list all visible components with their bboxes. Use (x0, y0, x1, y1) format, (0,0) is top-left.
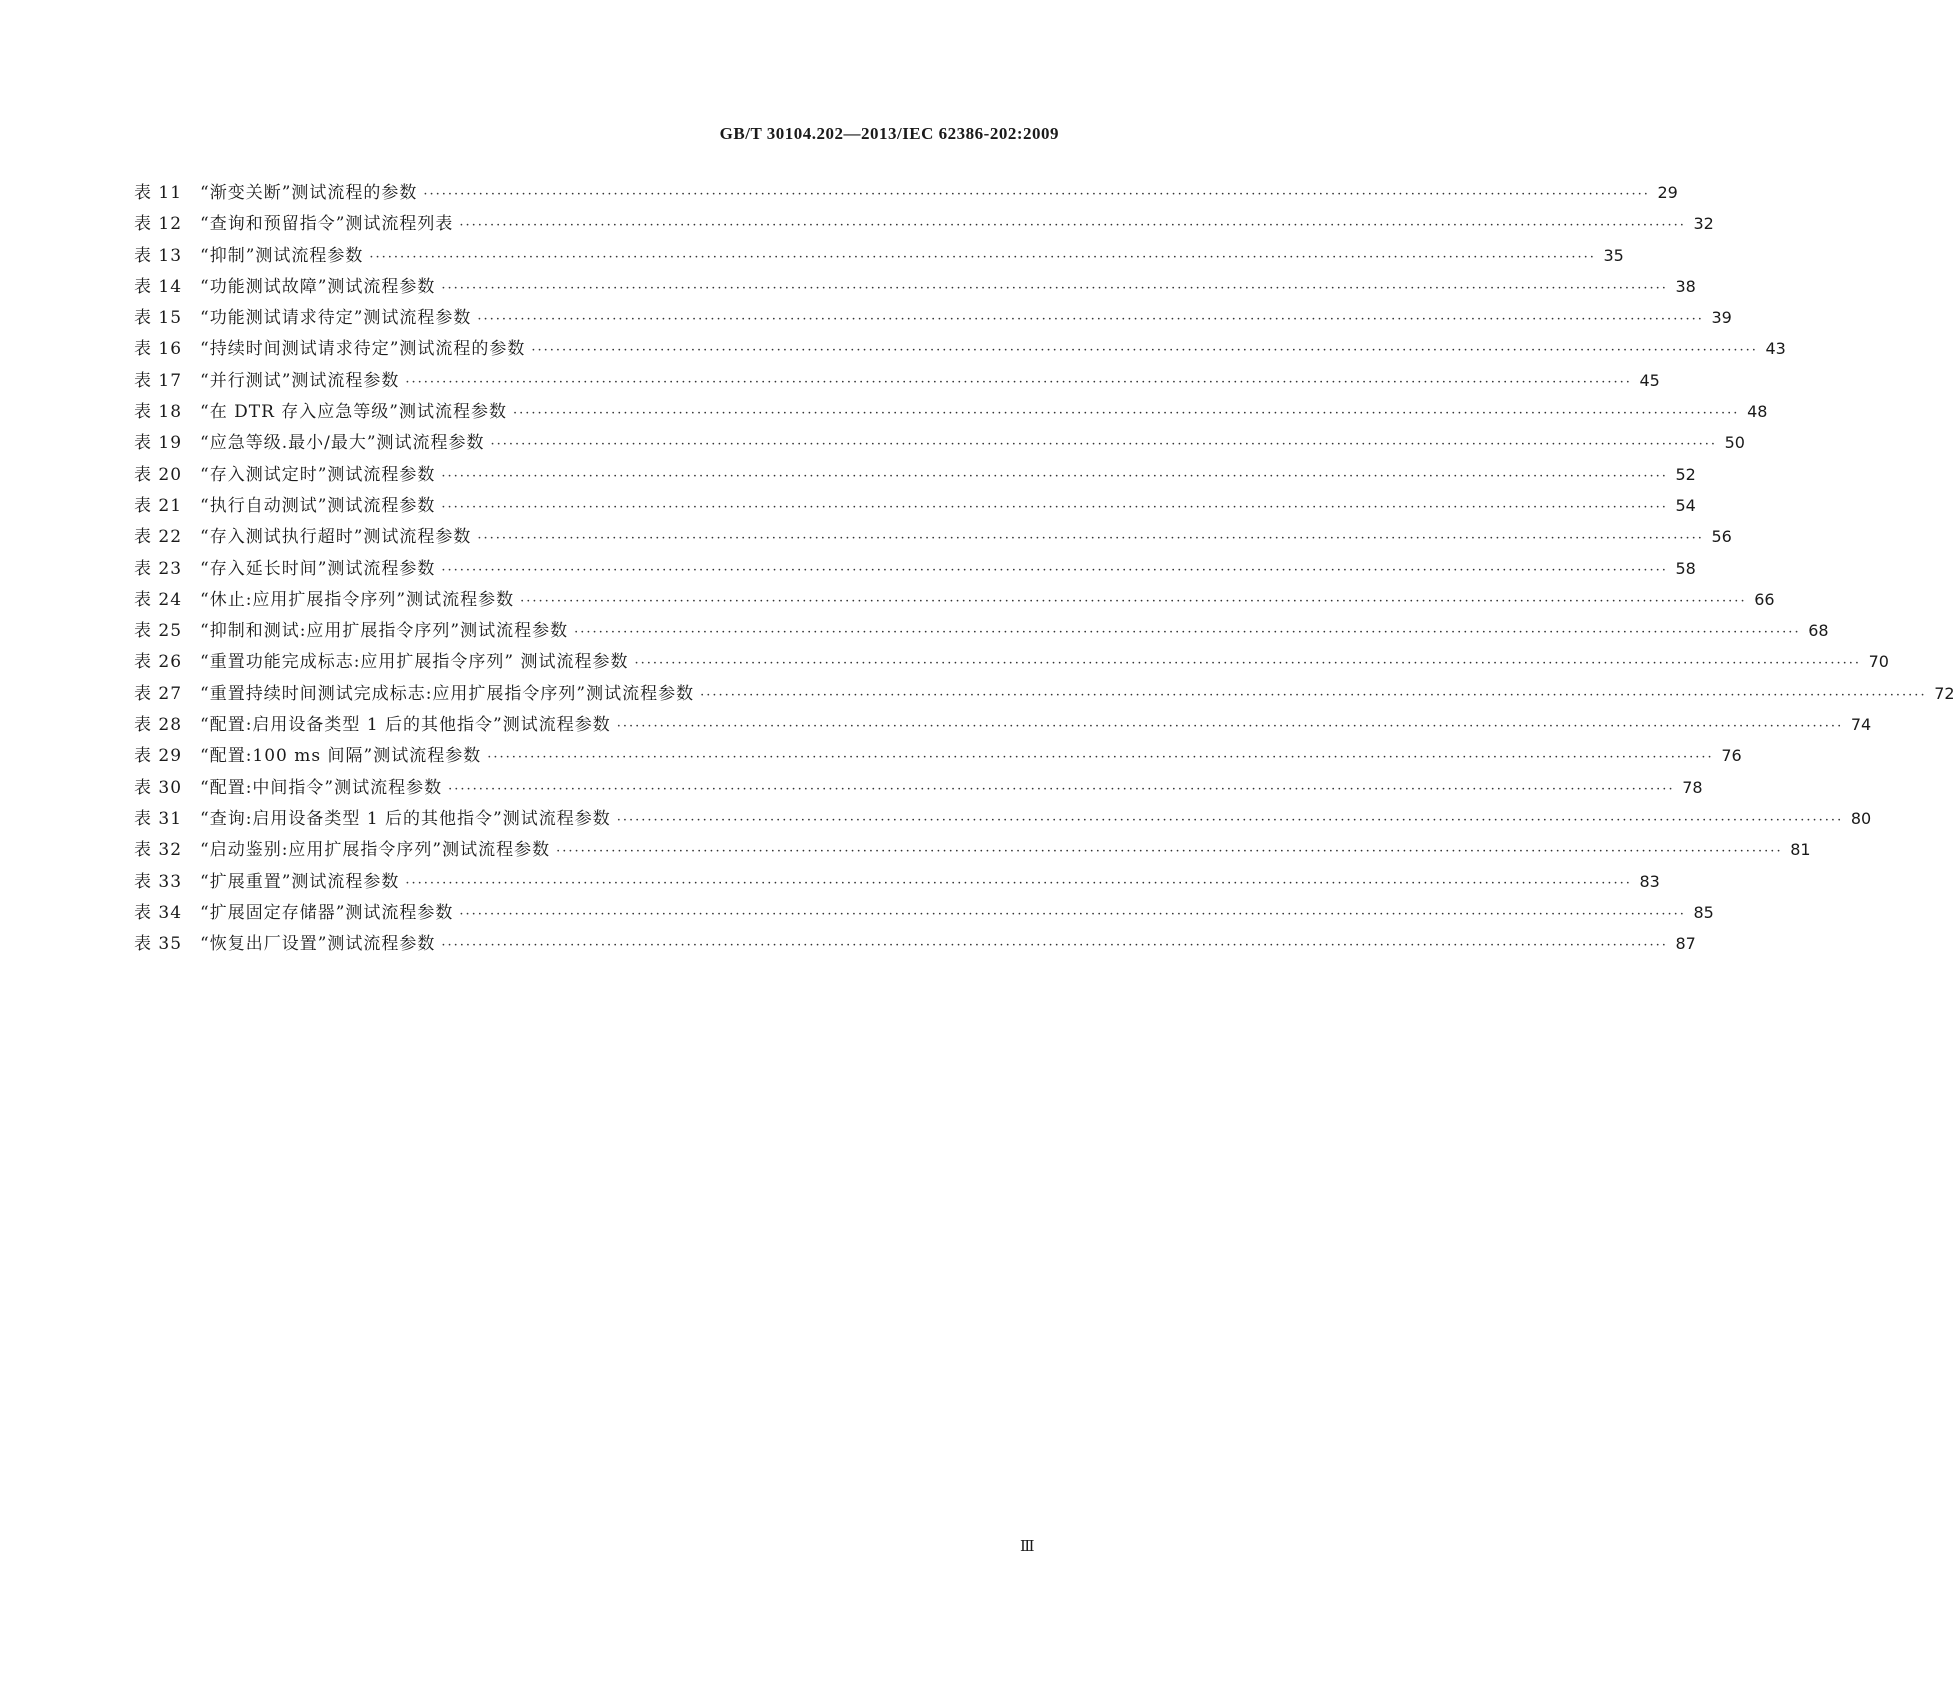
toc-leader-dots: ········································································································································································································ (405, 875, 1632, 891)
toc-entry-label: 表 19 (134, 433, 183, 454)
toc-entry-title: “扩展重置”测试流程参数 (200, 871, 400, 892)
toc-entry-label: 表 28 (134, 715, 183, 736)
toc-entry-label: 表 15 (134, 308, 183, 329)
toc-entry-title: “重置功能完成标志:应用扩展指令序列” 测试流程参数 (200, 652, 629, 673)
toc-leader-dots: ········································································································································································································ (441, 468, 1668, 484)
toc-entry-label: 表 12 (134, 214, 183, 235)
toc-leader-dots: ········································································································································································································ (574, 625, 1801, 641)
toc-entry-page: 58 (1675, 558, 1696, 578)
toc-entry-page: 45 (1639, 370, 1660, 390)
toc-leader-dots: ········································································································································································································ (487, 750, 1714, 766)
toc-leader-dots: ········································································································································································································ (441, 938, 1668, 954)
toc-entry[interactable] (134, 428, 1745, 459)
toc-entry-title: “功能测试故障”测试流程参数 (200, 276, 436, 297)
toc-entry-title: “抑制和测试:应用扩展指令序列”测试流程参数 (200, 621, 569, 642)
toc-entry-label: 表 18 (134, 402, 183, 423)
toc-entry-label: 表 34 (134, 902, 183, 923)
toc-entry-label: 表 20 (134, 464, 183, 485)
toc-entry-label: 表 26 (134, 652, 183, 673)
toc-entry-title: “恢复出厂设置”测试流程参数 (200, 934, 436, 955)
toc-entry-title: “持续时间测试请求待定”测试流程的参数 (200, 339, 526, 360)
toc-leader-dots: ········································································································································································································ (634, 656, 1861, 672)
toc-entry[interactable] (134, 491, 1696, 522)
toc-entry[interactable] (134, 647, 1889, 678)
toc-leader-dots: ········································································································································································································ (459, 218, 1686, 234)
toc-entry-page: 68 (1808, 621, 1829, 641)
toc-entry-label: 表 22 (134, 527, 183, 548)
toc-entry-title: “存入延长时间”测试流程参数 (200, 558, 436, 579)
toc-entry-page: 39 (1711, 308, 1732, 328)
toc-entry-title: “存入测试执行超时”测试流程参数 (200, 527, 472, 548)
toc-entry[interactable] (134, 303, 1732, 334)
toc-leader-dots: ········································································································································································································ (369, 249, 1596, 265)
toc-leader-dots: ········································································································································································································ (477, 531, 1704, 547)
toc-entry-label: 表 23 (134, 558, 183, 579)
toc-entry-title: “执行自动测试”测试流程参数 (200, 495, 436, 516)
toc-entry[interactable] (134, 272, 1696, 303)
toc-entry-page: 50 (1724, 433, 1745, 453)
toc-leader-dots: ········································································································································································································ (441, 280, 1668, 296)
table-list-toc (134, 178, 1955, 960)
toc-entry-title: “在 DTR 存入应急等级”测试流程参数 (200, 402, 507, 423)
toc-entry[interactable] (134, 366, 1660, 397)
toc-entry-title: “渐变关断”测试流程的参数 (200, 183, 418, 203)
toc-leader-dots: ········································································································································································································ (441, 499, 1668, 515)
toc-entry-title: “查询和预留指令”测试流程列表 (200, 214, 454, 235)
toc-entry-title: “存入测试定时”测试流程参数 (200, 464, 436, 485)
toc-entry-page: 85 (1693, 902, 1714, 922)
toc-entry-label: 表 35 (134, 934, 183, 955)
toc-entry-title: “应急等级.最小/最大”测试流程参数 (200, 433, 485, 454)
toc-leader-dots: ········································································································································································································ (459, 906, 1686, 922)
toc-leader-dots: ········································································································································································································ (448, 781, 1675, 797)
toc-entry-page: 32 (1693, 214, 1714, 234)
toc-entry[interactable] (134, 804, 1872, 835)
standard-code-header: GB/T 30104.202—2013/IEC 62386-202:2009 (719, 124, 1059, 143)
toc-entry[interactable] (134, 554, 1696, 585)
toc-entry[interactable] (134, 773, 1703, 804)
toc-entry-page: 78 (1682, 777, 1703, 797)
toc-entry-page: 38 (1675, 276, 1696, 296)
toc-entry-page: 66 (1754, 589, 1775, 609)
toc-entry[interactable] (134, 241, 1624, 272)
toc-entry-label: 表 21 (134, 495, 183, 516)
toc-entry-page: 70 (1868, 652, 1889, 672)
toc-entry[interactable] (134, 679, 1955, 710)
toc-leader-dots: ········································································································································································································ (520, 593, 1747, 609)
toc-entry-title: “扩展固定存储器”测试流程参数 (200, 902, 454, 923)
toc-entry-title: “功能测试请求待定”测试流程参数 (200, 308, 472, 329)
toc-entry-label: 表 11 (134, 183, 183, 203)
toc-entry-label: 表 14 (134, 276, 183, 297)
toc-leader-dots: ········································································································································································································ (423, 187, 1650, 202)
toc-leader-dots: ········································································································································································································ (531, 343, 1758, 359)
toc-entry-label: 表 17 (134, 370, 183, 391)
toc-entry[interactable] (134, 835, 1811, 866)
toc-entry-title: “配置:中间指令”测试流程参数 (200, 777, 443, 798)
toc-leader-dots: ········································································································································································································ (405, 374, 1632, 390)
toc-entry-label: 表 31 (134, 808, 183, 829)
toc-entry-title: “启动鉴别:应用扩展指令序列”测试流程参数 (200, 840, 551, 861)
toc-entry-label: 表 29 (134, 746, 183, 767)
toc-leader-dots: ········································································································································································································ (616, 719, 1844, 735)
toc-entry[interactable] (134, 616, 1829, 647)
toc-entry-label: 表 32 (134, 840, 183, 861)
toc-entry[interactable] (134, 209, 1714, 240)
toc-entry-label: 表 30 (134, 777, 183, 798)
toc-entry-label: 表 25 (134, 621, 183, 642)
toc-entry[interactable] (134, 585, 1775, 616)
toc-entry-title: “重置持续时间测试完成标志:应用扩展指令序列”测试流程参数 (200, 683, 695, 704)
toc-entry[interactable] (134, 710, 1872, 741)
toc-entry-title: “休止:应用扩展指令序列”测试流程参数 (200, 589, 515, 610)
toc-entry-title: “查询:启用设备类型 1 后的其他指令”测试流程参数 (200, 808, 611, 829)
toc-entry-title: “抑制”测试流程参数 (200, 245, 364, 266)
toc-entry-label: 表 24 (134, 589, 183, 610)
toc-entry-label: 表 33 (134, 871, 183, 892)
toc-entry-page: 80 (1850, 808, 1872, 828)
toc-entry-label: 表 13 (134, 245, 183, 266)
toc-entry-page: 48 (1747, 402, 1768, 422)
toc-entry-title: “并行测试”测试流程参数 (200, 370, 400, 391)
toc-leader-dots: ········································································································································································································ (512, 406, 1740, 422)
toc-entry[interactable] (134, 867, 1660, 898)
toc-entry[interactable] (134, 898, 1714, 929)
toc-entry[interactable] (134, 334, 1786, 365)
toc-entry-label: 表 27 (134, 683, 183, 704)
toc-entry-title: “配置:100 ms 间隔”测试流程参数 (200, 746, 482, 767)
toc-entry-page: 56 (1711, 527, 1732, 547)
toc-entry-page: 43 (1765, 339, 1786, 359)
toc-entry-page: 72 (1934, 683, 1955, 703)
toc-entry[interactable] (134, 460, 1696, 491)
toc-entry-page: 81 (1790, 840, 1811, 860)
toc-leader-dots: ········································································································································································································ (616, 812, 1844, 828)
toc-entry[interactable] (134, 929, 1696, 960)
toc-entry-page: 52 (1675, 464, 1696, 484)
toc-entry-page: 87 (1675, 934, 1696, 954)
toc-entry-label: 表 16 (134, 339, 183, 360)
toc-entry-title: “配置:启用设备类型 1 后的其他指令”测试流程参数 (200, 715, 611, 736)
toc-entry-page: 29 (1657, 183, 1678, 202)
toc-entry-page: 76 (1721, 746, 1742, 766)
toc-entry[interactable] (134, 741, 1742, 772)
page-number: Ⅲ (1020, 1539, 1034, 1555)
toc-entry-page: 83 (1639, 871, 1660, 891)
toc-leader-dots: ········································································································································································································ (490, 437, 1717, 453)
toc-leader-dots: ········································································································································································································ (700, 687, 1927, 703)
toc-leader-dots: ········································································································································································································ (441, 562, 1668, 578)
toc-entry[interactable] (134, 522, 1732, 553)
toc-entry-page: 74 (1850, 715, 1872, 735)
toc-entry[interactable] (134, 397, 1768, 428)
toc-leader-dots: ········································································································································································································ (556, 844, 1783, 860)
toc-leader-dots: ········································································································································································································ (477, 312, 1704, 328)
toc-entry-page: 54 (1675, 495, 1696, 515)
toc-entry[interactable] (134, 178, 1678, 209)
toc-entry-page: 35 (1603, 245, 1624, 265)
